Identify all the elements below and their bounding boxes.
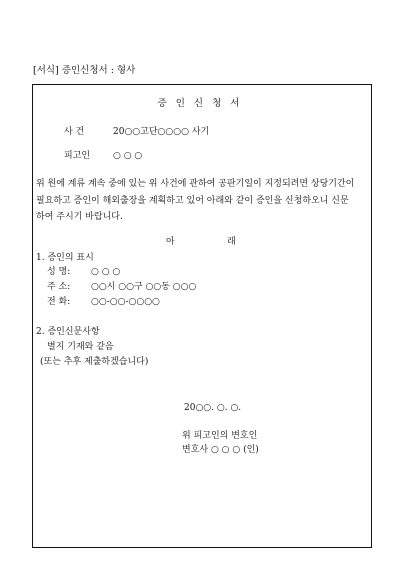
signer-role: 위 피고인의 변호인 [182,431,258,441]
below-heading-right: 래 [227,237,236,247]
defendant-label: 피고인 [64,151,91,161]
document-date: 20○○. ○. ○. [184,403,242,413]
witness-address-value: ○○시 ○○구 ○○동 ○○○ [91,282,197,292]
witness-name-value: ○ ○ ○ [91,267,121,277]
witness-section-title: 1. 증인의 표시 [36,253,94,263]
below-heading-left: 아 [166,237,175,247]
paragraph-line: 하여 주시기 바랍니다. [36,212,123,222]
case-value: 20○○고단○○○○ 사기 [113,127,210,137]
witness-address-label: 주 소: [47,282,71,292]
defendant-value: ○ ○ ○ [113,151,143,161]
witness-name-label: 성 명: [47,267,71,277]
paragraph-line: 위 원에 계류 계속 중에 있는 위 사건에 관하여 공판기일이 지정되려면 상당기간이 [36,179,355,189]
witness-phone-label: 전 화: [47,297,71,307]
document-heading: [서식] 증인신청서 : 형사 [33,65,136,76]
case-label: 사 건 [64,127,85,137]
witness-phone-value: ○○-○○-○○○○ [91,297,160,307]
page-title: 증 인 신 청 서 [157,98,243,109]
examination-section-title: 2. 증인신문사항 [36,327,100,337]
examination-line-1: 별지 기재와 같음 [47,342,114,352]
paragraph-line: 필요하고 증인이 해외출장을 계획하고 있어 아래와 같이 증인을 신청하오니 신문 [36,195,349,206]
signer-name: 변호사 ○ ○ ○ (인) [182,445,259,455]
request-paragraph [36,176,371,226]
examination-line-2: (또는 추후 제출하겠습니다) [40,357,149,367]
